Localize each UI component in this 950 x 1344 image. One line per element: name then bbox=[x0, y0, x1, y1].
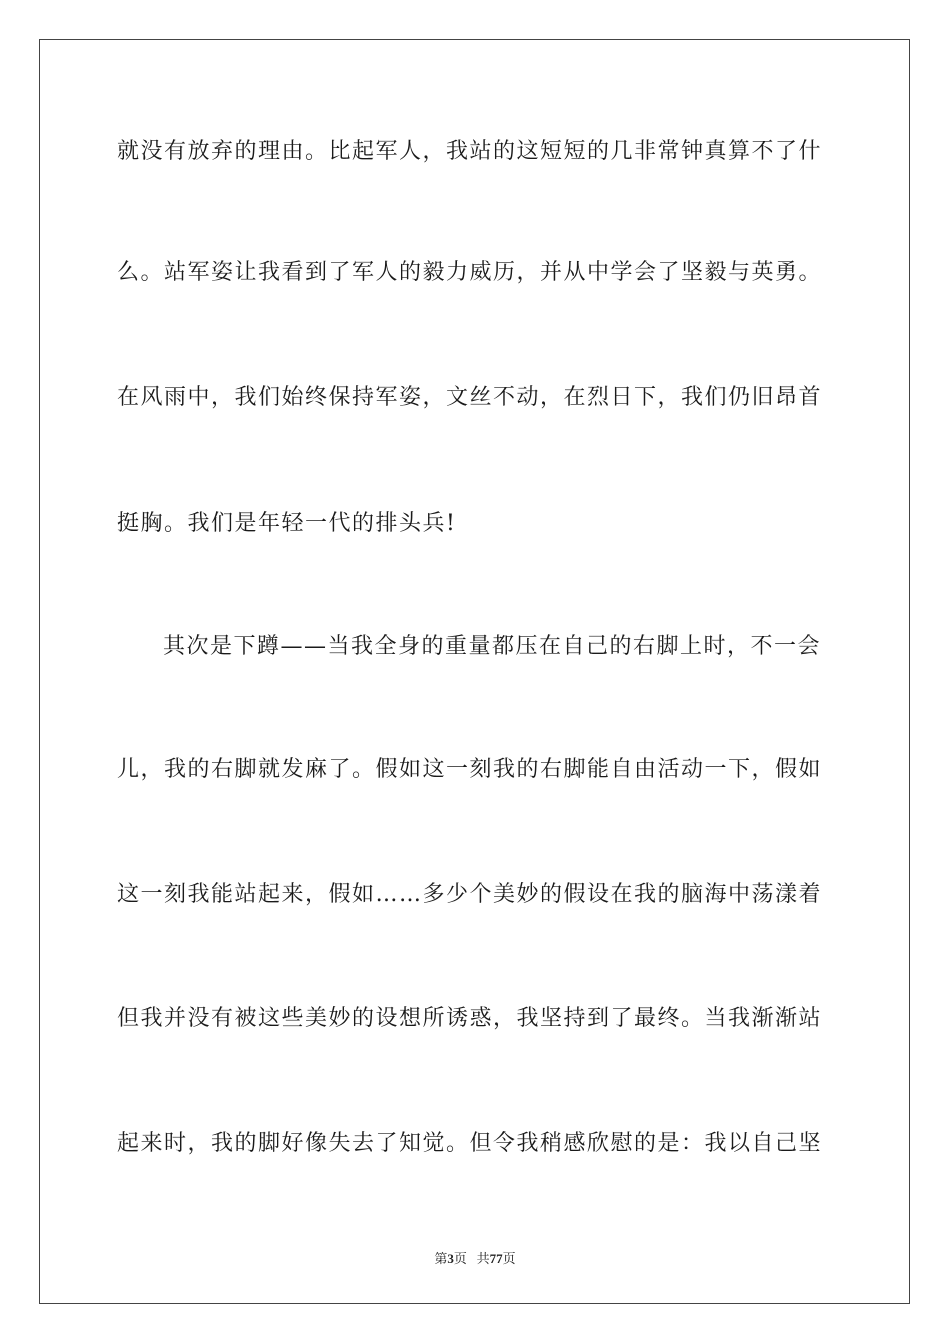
text-line-4: 挺胸。我们是年轻一代的排头兵! bbox=[117, 511, 457, 536]
text-line-3: 在风雨中，我们始终保持军姿，文丝不动，在烈日下，我们仍旧昂首 bbox=[117, 385, 823, 410]
text-line-9: 起来时，我的脚好像失去了知觉。但令我稍感欣慰的是：我以自己坚 bbox=[117, 1131, 823, 1156]
text-line-2: 么。站军姿让我看到了军人的毅力威历，并从中学会了坚毅与英勇。 bbox=[117, 260, 823, 285]
text-line-8: 但我并没有被这些美妙的设想所诱惑，我坚持到了最终。当我渐渐站 bbox=[117, 1006, 823, 1031]
total-prefix: 共 bbox=[476, 1251, 490, 1266]
page-prefix: 第 bbox=[434, 1251, 448, 1266]
text-line-1: 就没有放弃的理由。比起军人，我站的这短短的几非常钟真算不了什 bbox=[117, 139, 823, 164]
text-line-5-paragraph-start: 其次是下蹲——当我全身的重量都压在自己的右脚上时，不一会 bbox=[163, 634, 822, 659]
total-suffix: 页 bbox=[502, 1251, 516, 1266]
page-border bbox=[39, 39, 910, 1304]
page-number: 3 bbox=[447, 1251, 454, 1266]
text-line-7: 这一刻我能站起来，假如……多少个美妙的假设在我的脑海中荡漾着 bbox=[117, 882, 823, 907]
page-footer bbox=[0, 1248, 950, 1267]
page-suffix: 页 bbox=[453, 1251, 467, 1266]
text-line-6: 儿，我的右脚就发麻了。假如这一刻我的右脚能自由活动一下，假如 bbox=[117, 757, 823, 782]
total-pages: 77 bbox=[489, 1251, 503, 1266]
